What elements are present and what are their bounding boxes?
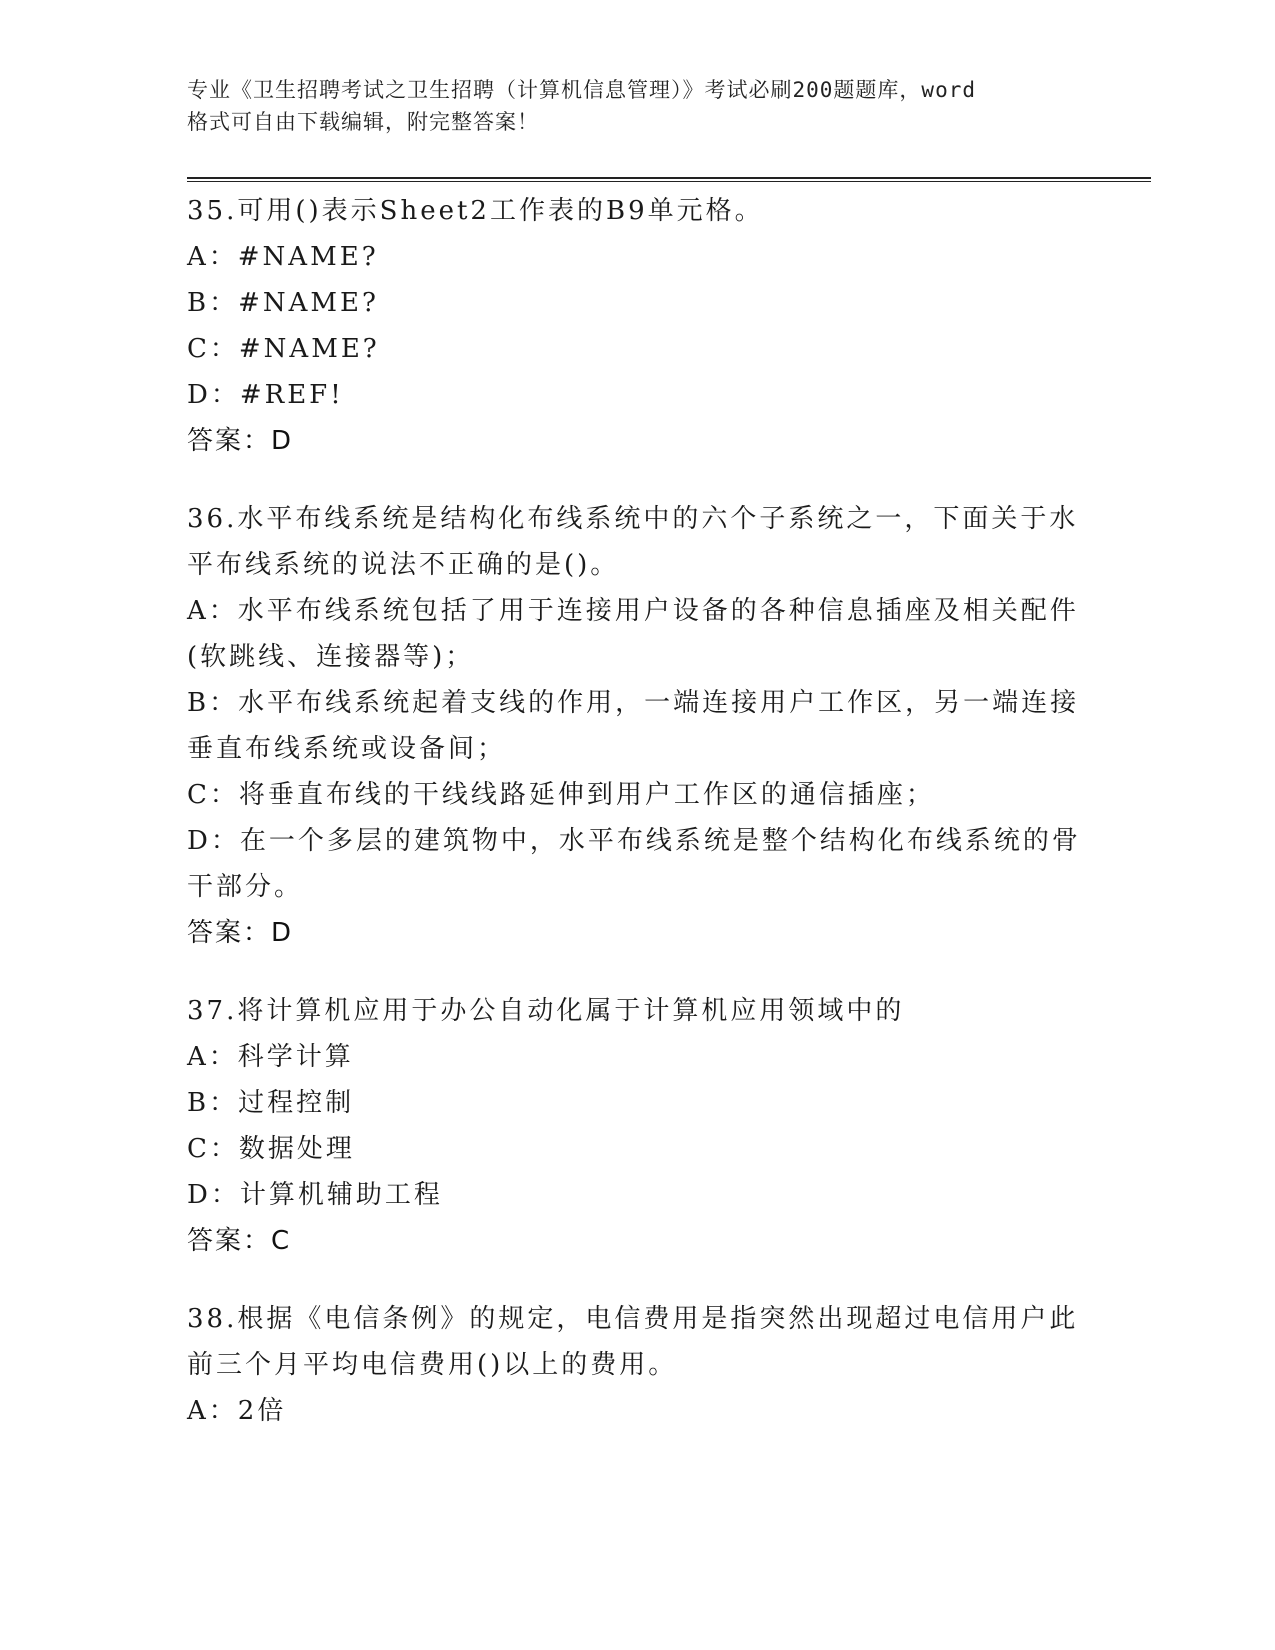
question-stem-line-1: 38.根据《电信条例》的规定，电信费用是指突然出现超过电信用户此 bbox=[187, 1304, 1079, 1334]
header-line-2: 格式可自由下载编辑，附完整答案！ bbox=[187, 110, 539, 134]
header-line-1: 专业《卫生招聘考试之卫生招聘（计算机信息管理）》考试必刷200题题库，word bbox=[187, 78, 976, 102]
option-b: B：过程控制 bbox=[187, 1088, 355, 1118]
document-header bbox=[187, 74, 1087, 138]
question-stem-line-1: 36.水平布线系统是结构化布线系统中的六个子系统之一，下面关于水 bbox=[187, 504, 1079, 534]
option-a: A：科学计算 bbox=[187, 1042, 354, 1072]
answer: 答案：D bbox=[187, 918, 294, 948]
question-38 bbox=[187, 1296, 1087, 1434]
header-divider bbox=[187, 177, 1151, 179]
answer: 答案：C bbox=[187, 1226, 292, 1256]
question-37 bbox=[187, 988, 1087, 1264]
option-c: C：#NAME? bbox=[187, 334, 380, 364]
option-d-line-1: D：在一个多层的建筑物中，水平布线系统是整个结构化布线系统的骨 bbox=[187, 826, 1081, 856]
option-b: B：#NAME? bbox=[187, 288, 379, 318]
question-stem: 37.将计算机应用于办公自动化属于计算机应用领域中的 bbox=[187, 996, 905, 1026]
option-d: D：#REF! bbox=[187, 380, 344, 410]
header-divider-thin bbox=[187, 181, 1151, 182]
option-c: C：将垂直布线的干线线路延伸到用户工作区的通信插座； bbox=[187, 780, 935, 810]
answer: 答案：D bbox=[187, 426, 294, 456]
question-36 bbox=[187, 496, 1087, 956]
option-a: A：2倍 bbox=[187, 1396, 287, 1426]
option-c: C：数据处理 bbox=[187, 1134, 355, 1164]
option-a-line-1: A：水平布线系统包括了用于连接用户设备的各种信息插座及相关配件 bbox=[187, 596, 1079, 626]
option-d-line-2: 干部分。 bbox=[187, 872, 304, 902]
option-d: D：计算机辅助工程 bbox=[187, 1180, 443, 1210]
question-list bbox=[187, 188, 1087, 1466]
question-stem-line-2: 前三个月平均电信费用()以上的费用。 bbox=[187, 1350, 678, 1380]
question-stem: 35.可用()表示Sheet2工作表的B9单元格。 bbox=[187, 196, 764, 226]
option-a: A：#NAME? bbox=[187, 242, 379, 272]
option-b-line-2: 垂直布线系统或设备间； bbox=[187, 734, 507, 764]
option-a-line-2: (软跳线、连接器等)； bbox=[187, 642, 475, 672]
question-35 bbox=[187, 188, 1087, 464]
question-stem-line-2: 平布线系统的说法不正确的是()。 bbox=[187, 550, 620, 580]
option-b-line-1: B：水平布线系统起着支线的作用，一端连接用户工作区，另一端连接 bbox=[187, 688, 1080, 718]
